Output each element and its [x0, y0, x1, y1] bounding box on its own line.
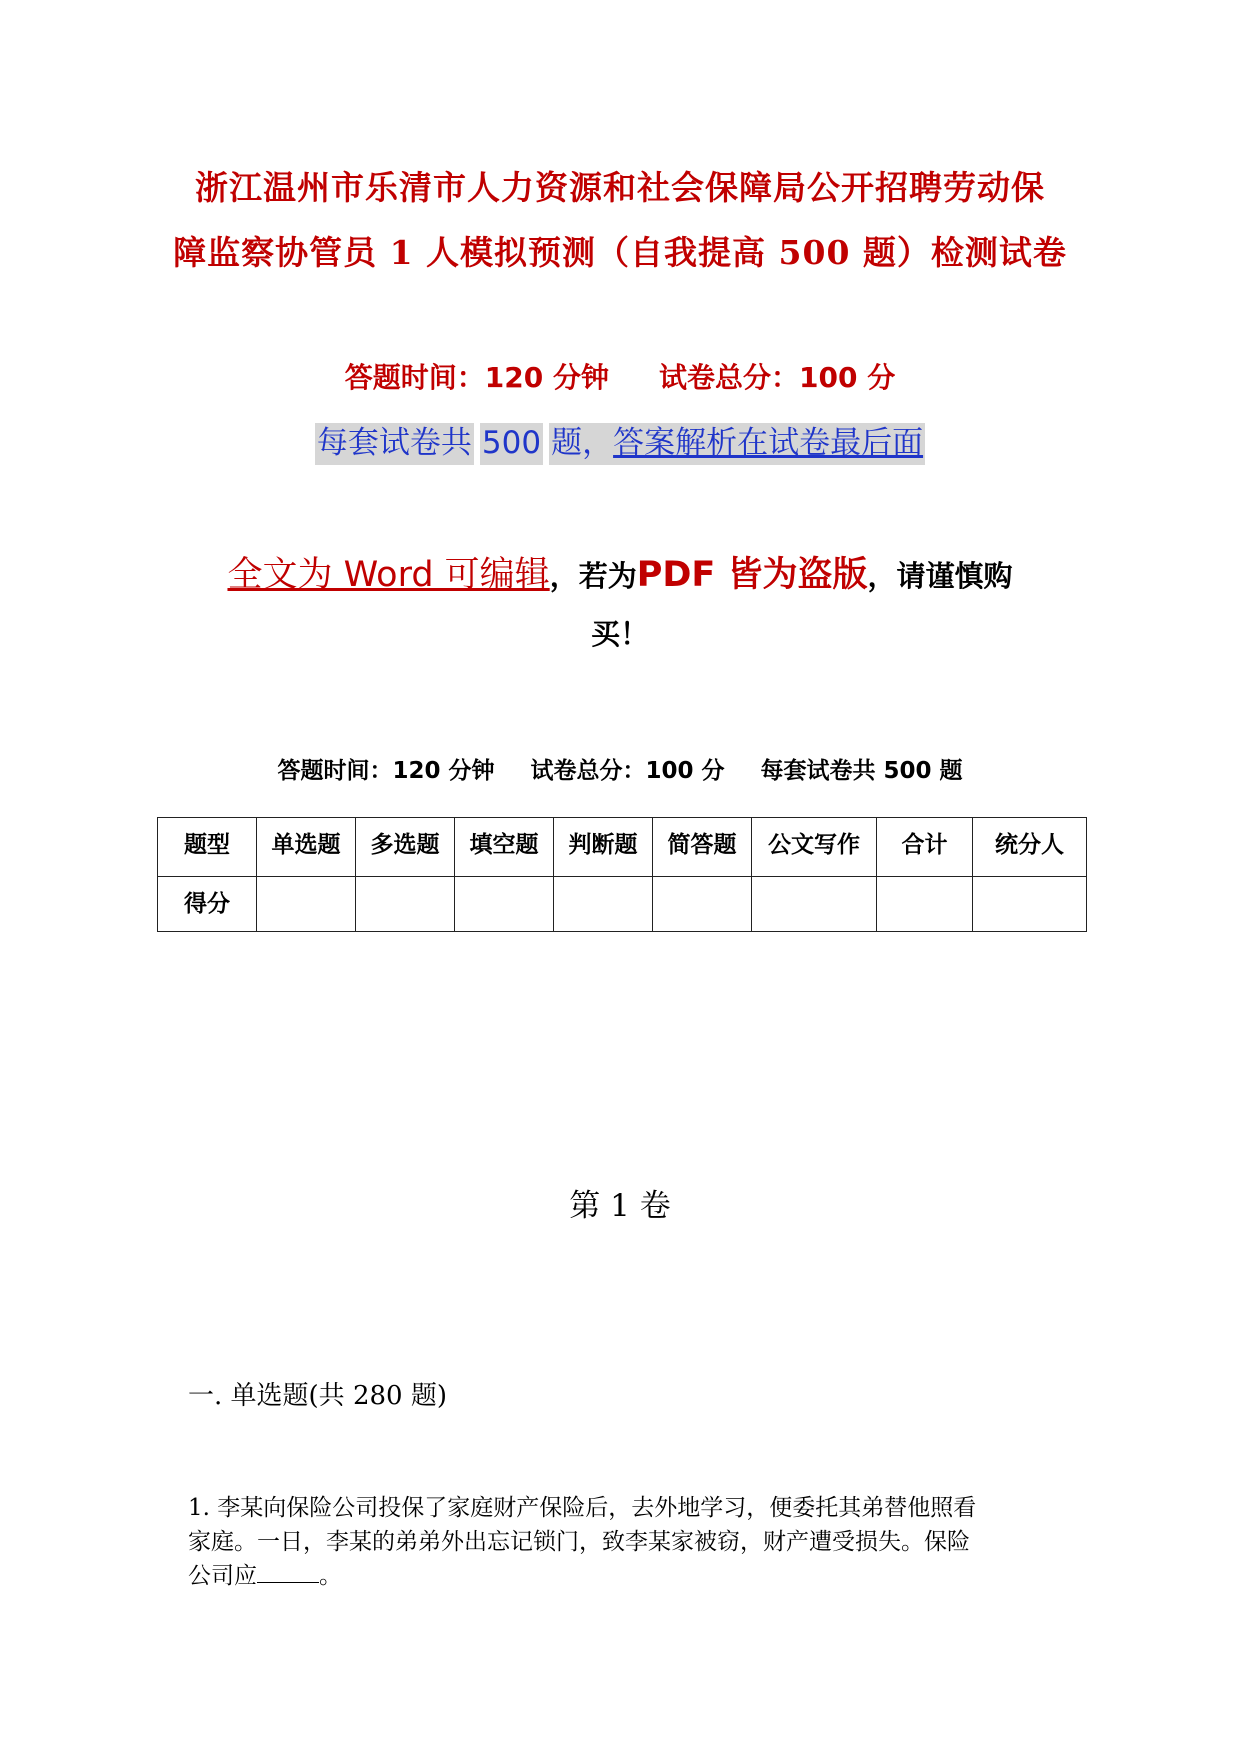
question-1-line-3 [188, 1559, 1058, 1593]
edit-notice-line-2: 买！ [590, 617, 649, 651]
notice-connector-1: ，若为 [549, 559, 637, 593]
document-title-line-1: 浙江温州市乐清市人力资源和社会保障局公开招聘劳动保 [195, 168, 1045, 207]
question-count-number: 500 [480, 423, 543, 465]
time-score-line [0, 356, 1240, 396]
header-total: 合计 [877, 818, 973, 877]
question-1-line-2: 家庭。一日，李某的弟弟外出忘记锁门，致李某家被窃，财产遭受损失。保险 [188, 1529, 970, 1555]
info-count: 每套试卷共 500 题 [760, 758, 963, 784]
info-score: 试卷总分：100 分 [530, 758, 725, 784]
question-count-notice [0, 417, 1240, 462]
header-single-choice: 单选题 [257, 818, 356, 877]
header-short-answer: 简答题 [653, 818, 752, 877]
info-time: 答题时间：120 分钟 [277, 758, 495, 784]
section-heading: 一. 单选题(共 280 题) [188, 1381, 447, 1411]
score-cell-official-writing [752, 877, 877, 932]
volume-heading: 第 1 卷 [569, 1188, 671, 1224]
score-table-header-row [158, 818, 1087, 877]
header-true-false: 判断题 [554, 818, 653, 877]
question-count-text: 每套试卷共 [315, 423, 474, 465]
question-1-line-1: 1. 李某向保险公司投保了家庭财产保险后，去外地学习，便委托其弟替他照看 [188, 1495, 977, 1521]
document-title-line-2: 障监察协管员 1 人模拟预测（自我提高 500 题）检测试卷 [173, 233, 1067, 272]
score-row-label: 得分 [158, 877, 257, 932]
score-cell-multiple-choice [356, 877, 455, 932]
answer-time: 答题时间：120 分钟 [344, 361, 609, 394]
pdf-piracy-notice: PDF 皆为盗版 [636, 555, 868, 595]
exam-info-line [0, 752, 1240, 785]
score-cell-total [877, 877, 973, 932]
answer-location-text: 答案解析在试卷最后面 [613, 425, 924, 461]
score-cell-true-false [554, 877, 653, 932]
score-cell-short-answer [653, 877, 752, 932]
header-scorer: 统分人 [973, 818, 1087, 877]
word-editable-notice: 全文为 Word 可编辑 [227, 555, 550, 595]
score-table [157, 817, 1087, 932]
notice-connector-2: ，请谨慎购 [867, 559, 1013, 593]
score-cell-fill-blank [455, 877, 554, 932]
question-count-suffix [549, 423, 925, 465]
header-multiple-choice: 多选题 [356, 818, 455, 877]
score-table-score-row [158, 877, 1087, 932]
edit-notice-line-1 [0, 547, 1240, 597]
question-1-stem-end: 公司应 [188, 1563, 257, 1589]
header-fill-blank: 填空题 [455, 818, 554, 877]
question-count-unit: 题， [551, 425, 614, 461]
score-cell-scorer [973, 877, 1087, 932]
score-cell-single-choice [257, 877, 356, 932]
header-official-writing: 公文写作 [752, 818, 877, 877]
question-1 [188, 1491, 1058, 1593]
header-question-type: 题型 [158, 818, 257, 877]
total-score: 试卷总分：100 分 [659, 361, 896, 394]
answer-blank [257, 1562, 319, 1583]
question-1-period: 。 [319, 1563, 342, 1589]
